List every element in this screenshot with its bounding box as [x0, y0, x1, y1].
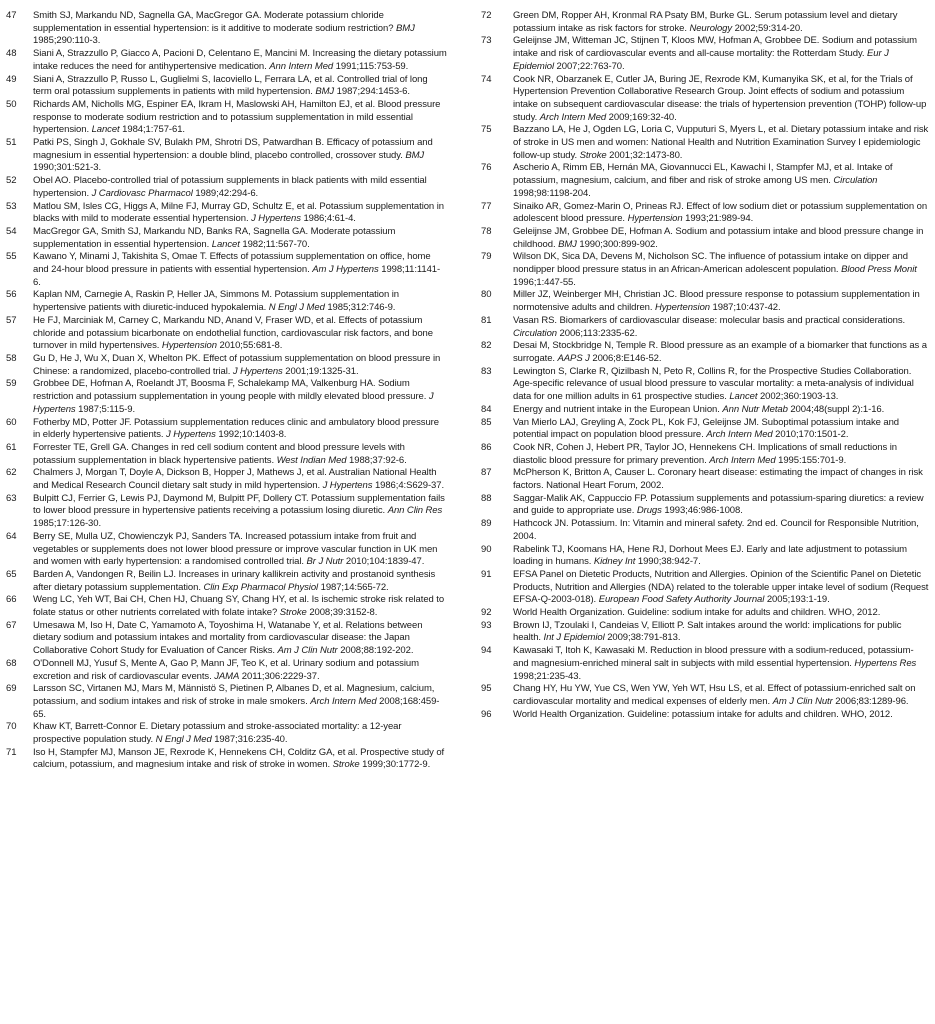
reference-body: World Health Organization. Guideline: sodium intake for adults and children. WHO, 2012.	[513, 607, 881, 619]
reference-text	[33, 721, 447, 746]
reference-citation: 1984;1:757-61.	[119, 124, 185, 136]
reference-citation: 1989;42:294-6.	[192, 187, 259, 199]
reference-text	[33, 99, 447, 137]
reference-text	[513, 493, 929, 518]
reference-journal: J Hypertens	[232, 365, 283, 377]
reference-text	[33, 683, 447, 721]
reference-text	[513, 518, 929, 543]
reference-citation: 1998;98:1198-204.	[513, 187, 591, 199]
reference-number: 49	[6, 73, 17, 85]
reference-text	[33, 620, 447, 658]
reference-entry	[479, 645, 929, 683]
reference-entry	[4, 48, 447, 73]
reference-journal: J Hypertens	[166, 429, 216, 441]
reference-body: Cook NR, Obarzanek E, Cutler JA, Buring JE, Rexrode KM, Kumanyika SK, et al, for the Trials of Hypertension Prevention Collaborative Research Group. Joint effects of sodium and potassium intake on subsequent cardiovascular disease: the trials of hypertension prevention (TOHP) follow-up study.	[513, 73, 927, 123]
reference-journal: Am J Clin Nutr	[277, 645, 338, 657]
reference-journal: Clin Exp Pharmacol Physiol	[203, 581, 319, 593]
reference-body: Hathcock JN. Potassium. In: Vitamin and mineral safety. 2nd ed. Council for Responsible Nutrition, 2004.	[513, 518, 919, 542]
reference-entry	[479, 683, 929, 708]
reference-citation: 1993;21:989-94.	[682, 213, 754, 225]
reference-citation: 2007;22:763-70.	[554, 60, 625, 72]
reference-entry	[4, 569, 447, 594]
reference-entry	[4, 353, 447, 378]
reference-text	[33, 493, 447, 531]
reference-number: 81	[481, 314, 492, 326]
reference-entry	[479, 442, 929, 467]
reference-citation: 1985;17:126-30.	[33, 518, 101, 530]
reference-text	[33, 353, 447, 378]
reference-text	[513, 467, 929, 492]
reference-body: Geleijnse JM, Witteman JC, Stijnen T, Kloos MW, Hofman A, Grobbee DE. Sodium and potassium intake and risk of cardiovascular events and all-cause mortality: the Rotterdam Study.	[513, 35, 917, 60]
reference-text	[513, 340, 929, 365]
reference-text	[33, 74, 447, 99]
reference-entry	[4, 10, 447, 48]
reference-entry	[4, 99, 447, 137]
reference-journal: West Indian Med	[276, 454, 347, 466]
reference-entry	[479, 404, 929, 417]
reference-body: Forrester TE, Grell GA. Changes in red cell sodium content and blood pressure levels with potassium supplementation in black hypertensive patients.	[33, 441, 405, 466]
reference-citation: 2010;170:1501-2.	[772, 429, 849, 441]
reference-text	[33, 442, 447, 467]
reference-text	[33, 251, 447, 289]
reference-citation: 2008;39:3152-8.	[306, 607, 378, 619]
reference-entry	[4, 417, 447, 442]
reference-journal: BMJ	[558, 238, 577, 250]
reference-citation: 2002;59:314-20.	[732, 22, 803, 34]
reference-journal: J Cardiovasc Pharmacol	[91, 187, 193, 199]
reference-body: McPherson K, Britton A, Causer L. Coronary heart disease: estimating the impact of changes in risk factors. National Heart Forum, 2002.	[513, 467, 923, 492]
reference-number: 71	[6, 746, 17, 758]
reference-journal: Lancet	[729, 391, 758, 403]
reference-body: Geleijnse JM, Grobbee DE, Hofman A. Sodium and potassium intake and blood pressure change in childhood.	[513, 225, 924, 250]
reference-body: Khaw KT, Barrett-Connor E. Dietary potassium and stroke-associated mortality: a 12-year prospective population study.	[33, 721, 402, 746]
reference-text	[513, 620, 929, 645]
reference-columns	[4, 10, 929, 772]
reference-citation: 2009;169:32-40.	[606, 111, 677, 123]
reference-citation: 1985;290:110-3.	[33, 35, 101, 47]
reference-body: Grobbee DE, Hofman A, Roelandt JT, Boosma F, Schalekamp MA, Valkenburg HA. Sodium restriction and potassium supplementation in young people with mildly elevated blood pressure.	[33, 378, 429, 403]
reference-body: Desai M, Stockbridge N, Temple R. Blood pressure as an example of a biomarker that functions as a surrogate.	[513, 340, 927, 364]
reference-entry	[4, 620, 447, 658]
reference-text	[513, 10, 929, 35]
reference-body: Larsson SC, Virtanen MJ, Mars M, Männistö S, Pietinen P, Albanes D, et al. Magnesium, calcium, potassium, and sodium intakes and risk of stroke in male smokers.	[33, 683, 435, 707]
reference-citation: 1987;10:437-42.	[710, 302, 781, 314]
reference-entry	[4, 531, 447, 569]
reference-citation: 1990;38:942-7.	[635, 556, 701, 568]
reference-entry	[479, 226, 929, 251]
reference-text	[33, 315, 447, 353]
reference-entry	[4, 493, 447, 531]
reference-citation: 1987;294:1453-6.	[334, 86, 410, 98]
reference-number: 84	[481, 403, 492, 415]
reference-text	[513, 226, 929, 251]
reference-entry	[479, 518, 929, 543]
reference-body: Fotherby MD, Potter JF. Potassium supplementation reduces clinic and ambulatory blood pressure in elderly hypertensive patients.	[33, 416, 439, 441]
reference-entry	[479, 251, 929, 289]
reference-journal: Arch Intern Med	[709, 454, 776, 466]
reference-text	[33, 175, 447, 200]
reference-citation: 2006;83:1289-96.	[832, 695, 909, 707]
reference-body: Bulpitt CJ, Ferrier G, Lewis PJ, Daymond M, Bulpitt PF, Dollery CT. Potassium supplementation fails to lower blood pressure in hypertensive patients receiving a potassium losing diuretic.	[33, 492, 445, 517]
reference-journal: Stroke	[332, 759, 360, 771]
reference-journal: Int J Epidemiol	[543, 632, 605, 644]
reference-number: 55	[6, 251, 17, 263]
reference-journal: Eur J Epidemiol	[513, 48, 889, 72]
reference-text	[513, 366, 929, 404]
reference-body: Barden A, Vandongen R, Beilin LJ. Increases in urinary kallikrein activity and prostanoid synthesis after dietary potassium supplementation.	[33, 568, 436, 593]
reference-text	[33, 747, 447, 772]
reference-number: 96	[481, 708, 492, 720]
reference-body: Wilson DK, Sica DA, Devens M, Nicholson SC. The influence of potassium intake on dipper and nondipper blood pressure status in an African-American adolescent population.	[513, 251, 908, 276]
reference-entry	[479, 201, 929, 226]
reference-journal: Lancet	[91, 124, 120, 136]
reference-number: 82	[481, 340, 492, 352]
reference-text	[33, 417, 447, 442]
reference-body: Siani A, Strazzullo P, Giacco A, Pacioni D, Celentano E, Mancini M. Increasing the dietary potassium intake reduces the need for antihypertensive medication.	[33, 48, 447, 72]
reference-citation: 2002;360:1903-13.	[757, 391, 839, 403]
reference-number: 77	[481, 200, 492, 212]
reference-entry	[4, 594, 447, 619]
reference-entry	[479, 417, 929, 442]
reference-number: 73	[481, 35, 492, 47]
reference-citation: 1998;11:1141-6.	[33, 264, 441, 288]
reference-number: 54	[6, 225, 17, 237]
reference-number: 83	[481, 365, 492, 377]
reference-body: Van Mierlo LAJ, Greyling A, Zock PL, Kok FJ, Geleijnse JM. Suboptimal potassium intake and potential impact on population blood pressure.	[513, 416, 899, 441]
reference-entry	[479, 366, 929, 404]
reference-citation: 1995:155:701-9.	[775, 454, 847, 466]
reference-entry	[4, 175, 447, 200]
reference-body: Siani A, Strazzullo P, Russo L, Guglielmi S, Iacoviello L, Ferrara LA, et al. Controlled trial of long term oral potassium supplements in patients with mild hypertension.	[33, 73, 428, 98]
reference-text	[513, 442, 929, 467]
reference-number: 85	[481, 416, 492, 428]
reference-body: Matlou SM, Isles CG, Higgs A, Milne FJ, Murray GD, Schultz E, et al. Potassium supplementation in blacks with mild to moderate essential hypertension.	[33, 200, 444, 225]
reference-entry	[479, 544, 929, 569]
reference-number: 65	[6, 568, 17, 580]
reference-entry	[479, 620, 929, 645]
reference-number: 53	[6, 200, 17, 212]
reference-citation: 1996;1:447-55.	[513, 276, 576, 288]
reference-text	[513, 544, 929, 569]
reference-citation: 2006;8:E146-52.	[589, 352, 662, 364]
reference-number: 60	[6, 416, 17, 428]
reference-body: Green DM, Ropper AH, Kronmal RA Psaty BM, Burke GL. Serum potassium level and dietary potassium intake as risk factors for stroke.	[513, 10, 898, 34]
reference-text	[33, 226, 447, 251]
reference-entry	[479, 493, 929, 518]
reference-number: 47	[6, 10, 17, 21]
reference-text	[513, 124, 929, 162]
reference-citation: 1987;14:565-72.	[318, 581, 389, 593]
reference-text	[33, 594, 447, 619]
reference-journal: Circulation	[513, 327, 557, 339]
reference-number: 92	[481, 607, 492, 619]
reference-body: Ascherio A, Rimm EB, Hernán MA, Giovannucci EL, Kawachi I, Stampfer MJ, et al. Intake of potassium, magnesium, calcium, and fiber and risk of stroke among US men.	[513, 162, 893, 187]
reference-number: 66	[6, 594, 17, 606]
reference-journal: Arch Intern Med	[310, 695, 377, 707]
reference-entry	[4, 721, 447, 746]
reference-entry	[4, 226, 447, 251]
reference-journal: Am J Hypertens	[312, 264, 379, 276]
reference-citation: 1990;301:521-3.	[33, 162, 101, 174]
reference-citation: 1987;5:115-9.	[75, 403, 136, 415]
reference-citation: 2010;104:1839-47.	[343, 556, 425, 568]
reference-body: Energy and nutrient intake in the European Union.	[513, 403, 723, 415]
reference-entry	[479, 289, 929, 314]
reference-entry	[479, 315, 929, 340]
reference-number: 62	[6, 467, 17, 479]
reference-text	[33, 531, 447, 569]
reference-number: 75	[481, 124, 492, 136]
reference-citation: 1986;4:S629-37.	[372, 480, 445, 492]
reference-number: 74	[481, 73, 492, 85]
reference-journal: J Hypertens	[251, 213, 301, 225]
reference-number: 61	[6, 441, 17, 453]
reference-number: 79	[481, 251, 492, 263]
reference-text	[513, 417, 929, 442]
reference-journal: Circulation	[833, 175, 878, 187]
reference-entry	[479, 74, 929, 125]
reference-citation: 2011;306:2229-37.	[239, 670, 320, 682]
reference-journal: Stroke	[279, 607, 307, 619]
reference-number: 64	[6, 530, 17, 542]
reference-text	[513, 201, 929, 226]
reference-number: 57	[6, 314, 17, 326]
reference-journal: J Hypertens	[322, 480, 373, 492]
reference-entry	[4, 137, 447, 175]
reference-text	[33, 10, 447, 48]
reference-body: Weng LC, Yeh WT, Bai CH, Chen HJ, Chuang SY, Chang HY, et al. Is ischemic stroke risk related to folate status or other nutrients correlated with folate intake?	[33, 594, 445, 619]
reference-text	[33, 467, 447, 492]
reference-entry	[4, 201, 447, 226]
reference-body: He FJ, Marciniak M, Carney C, Markandu ND, Anand V, Fraser WD, et al. Effects of potassium chloride and potassium bicarbonate on endothelial function, cardiovascular risk factors, and bone turnover in mild hypertensives.	[33, 314, 433, 352]
reference-body: Patki PS, Singh J, Gokhale SV, Bulakh PM, Shrotri DS, Patwardhan B. Efficacy of potassium and magnesium in essential hypertension: a double blind, placebo controlled, crossover study.	[33, 137, 433, 161]
reference-citation: 1987;316:235-40.	[211, 734, 288, 746]
reference-body: Miller JZ, Weinberger MH, Christian JC. Blood pressure response to potassium supplementation in normotensive adults and children.	[513, 289, 920, 314]
reference-text	[33, 289, 447, 314]
reference-journal: Arch Intern Med	[539, 111, 607, 123]
reference-number: 68	[6, 657, 17, 669]
reference-journal: European Food Safety Authority Journal	[598, 594, 765, 606]
reference-text	[33, 201, 447, 226]
reference-body: Kaplan NM, Carnegie A, Raskin P, Heller JA, Simmons M. Potassium supplementation in hypertensive patients with diuretic-induced hypokalemia.	[33, 289, 399, 314]
reference-entry	[479, 10, 929, 35]
reference-number: 91	[481, 568, 492, 580]
reference-journal: BMJ	[395, 22, 415, 34]
reference-body: Brown IJ, Tzoulaki I, Candeias V, Elliott P. Salt intakes around the world: implications for public health.	[513, 619, 902, 644]
reference-journal: Drugs	[636, 505, 662, 517]
reference-entry	[479, 467, 929, 492]
reference-citation: 1993;46:986-1008.	[661, 505, 743, 517]
reference-body: Cook NR, Cohen J, Hebert PR, Taylor JO, Hennekens CH. Implications of small reductions in diastolic blood pressure for primary prevention.	[513, 441, 897, 466]
reference-journal: Hypertension	[654, 302, 710, 314]
reference-body: Rabelink TJ, Koomans HA, Hene RJ, Dorhout Mees EJ. Early and late adjustment to potassium loading in humans.	[513, 543, 908, 568]
reference-body: Sinaiko AR, Gomez-Marin O, Prineas RJ. Effect of low sodium diet or potassium supplementation on adolescent blood pressure.	[513, 200, 928, 225]
reference-text	[513, 683, 929, 708]
reference-journal: AAPS J	[557, 352, 590, 364]
reference-journal: N Engl J Med	[155, 734, 212, 746]
reference-citation: 2008;168:459-65.	[33, 695, 440, 720]
reference-body: MacGregor GA, Smith SJ, Markandu ND, Banks RA, Sagnella GA. Moderate potassium supplementation in essential hypertension.	[33, 225, 396, 250]
reference-journal: BMJ	[405, 149, 425, 161]
reference-journal: Am J Clin Nutr	[772, 695, 833, 707]
reference-journal: Ann Nutr Metab	[722, 403, 788, 415]
reference-body: World Health Organization. Guideline: potassium intake for adults and children. WHO, 2012.	[513, 708, 893, 720]
reference-text	[33, 48, 447, 73]
reference-body: Obel AO. Placebo-controlled trial of potassium supplements in black patients with mild essential hypertension.	[33, 175, 427, 199]
reference-column-right	[479, 10, 929, 772]
reference-text	[513, 315, 929, 340]
reference-text	[513, 74, 929, 125]
reference-number: 78	[481, 225, 492, 237]
reference-number: 67	[6, 619, 17, 631]
reference-entry	[4, 442, 447, 467]
reference-body: Vasan RS. Biomarkers of cardiovascular disease: molecular basis and practical considerations.	[513, 314, 906, 326]
reference-number: 70	[6, 721, 17, 733]
reference-text	[513, 569, 929, 607]
reference-number: 48	[6, 48, 17, 60]
reference-citation: 1999;30:1772-9.	[359, 759, 431, 771]
reference-citation: 2008;88:192-202.	[337, 645, 414, 657]
reference-number: 89	[481, 518, 492, 530]
reference-column-left	[4, 10, 447, 772]
reference-entry	[479, 709, 929, 722]
reference-body: O'Donnell MJ, Yusuf S, Mente A, Gao P, Mann JF, Teo K, et al. Urinary sodium and potassium excretion and risk of cardiovascular events.	[33, 657, 419, 682]
reference-number: 56	[6, 289, 17, 301]
reference-citation: 1990;300:899-902.	[576, 238, 658, 250]
reference-text	[513, 709, 929, 722]
reference-entry	[479, 162, 929, 200]
reference-journal: Lancet	[211, 238, 240, 250]
reference-citation: 2004;48(suppl 2):1-16.	[787, 403, 885, 415]
reference-number: 87	[481, 467, 492, 479]
reference-entry	[479, 607, 929, 620]
reference-body: Berry SE, Mulla UZ, Chowienczyk PJ, Sanders TA. Increased potassium intake from fruit and vegetables or supplements does not lower blood pressure or improve vascular function in UK men and women with early hypertension: a randomised controlled trial.	[33, 530, 438, 568]
reference-citation: 2005;193:1-19.	[764, 594, 830, 606]
reference-entry	[4, 378, 447, 416]
reference-journal: JAMA	[214, 670, 240, 682]
reference-journal: Stroke	[579, 149, 607, 161]
reference-citation: 1985;312:746-9.	[324, 302, 396, 314]
reference-number: 51	[6, 137, 17, 149]
reference-number: 90	[481, 543, 492, 555]
reference-entry	[4, 467, 447, 492]
reference-text	[33, 569, 447, 594]
reference-body: Richards AM, Nicholls MG, Espiner EA, Ikram H, Maslowski AH, Hamilton EJ, et al. Blood pressure response to moderate sodium restriction and to potassium supplementation in mild essential hypertension.	[33, 98, 441, 136]
reference-number: 69	[6, 683, 17, 695]
reference-body: EFSA Panel on Dietetic Products, Nutrition and Allergies. Opinion of the Scientific Panel on Dietetic Products, Nutrition and Allergies (NDA) related to the tolerable upper intake level of sodium (Request EFSA-Q-2003-018).	[513, 568, 929, 606]
reference-entry	[4, 74, 447, 99]
reference-text	[513, 404, 929, 417]
reference-number: 76	[481, 162, 492, 174]
reference-citation: 2001;19:1325-31.	[282, 365, 359, 377]
reference-citation: 1991;115:753-59.	[333, 60, 409, 72]
reference-entry	[479, 340, 929, 365]
reference-journal: Kidney Int	[593, 556, 636, 568]
reference-number: 95	[481, 683, 492, 695]
reference-body: Chang HY, Hu YW, Yue CS, Wen YW, Yeh WT, Hsu LS, et al. Effect of potassium-enriched salt on cardiovascular mortality and medical expenses of elderly men.	[513, 683, 916, 707]
reference-text	[513, 251, 929, 289]
reference-body: Bazzano LA, He J, Ogden LG, Loria C, Vupputuri S, Myers L, et al. Dietary potassium intake and risk of stroke in US men and women: National Health and Nutrition Examination Survey I epidemiologic follow-up study.	[513, 124, 929, 161]
reference-body: Iso H, Stampfer MJ, Manson JE, Rexrode K, Hennekens CH, Colditz GA, et al. Prospective study of calcium, potassium, and magnesium intake and risk of stroke in women.	[33, 746, 445, 771]
reference-text	[33, 137, 447, 175]
reference-citation: 1998;21:235-43.	[513, 670, 581, 682]
reference-number: 93	[481, 619, 492, 631]
reference-number: 94	[481, 645, 492, 657]
reference-entry	[479, 569, 929, 607]
reference-journal: Ann Clin Res	[387, 505, 443, 517]
reference-number: 50	[6, 98, 17, 110]
reference-journal: Hypertension	[161, 340, 217, 352]
reference-body: Kawano Y, Minami J, Takishita S, Omae T. Effects of potassium supplementation on office, home and 24-hour blood pressure in patients with essential hypertension.	[33, 251, 431, 276]
reference-body: Lewington S, Clarke R, Qizilbash N, Peto R, Collins R, for the Prospective Studies Collaboration. Age-specific relevance of usual blood pressure to vascular mortality: a meta-analysis of individual data for one million adults in 61 prospective studies.	[513, 365, 914, 403]
reference-journal: BMJ	[315, 86, 335, 98]
reference-text	[33, 658, 447, 683]
reference-text	[33, 378, 447, 416]
reference-number: 86	[481, 441, 492, 453]
reference-entry	[4, 747, 447, 772]
reference-body: Chalmers J, Morgan T, Doyle A, Dickson B, Hopper J, Mathews J, et al. Australian National Health and Medical Research Council dietary salt study in mild hypertension.	[33, 467, 437, 492]
reference-entry	[4, 251, 447, 289]
reference-citation: 2009;38:791-813.	[604, 632, 681, 644]
reference-body: Kawasaki T, Itoh K, Kawasaki M. Reduction in blood pressure with a sodium-reduced, potassium- and magnesium-enriched mineral salt in subjects with mild essential hypertension.	[513, 645, 914, 669]
reference-text	[513, 607, 929, 620]
reference-citation: 1988;37:92-6.	[346, 454, 407, 466]
reference-journal: N Engl J Med	[268, 302, 325, 314]
reference-text	[513, 35, 929, 73]
reference-journal: Neurology	[689, 22, 733, 34]
reference-citation: 2010;55:681-8.	[216, 340, 283, 352]
reference-journal: Blood Press Monit	[841, 264, 917, 276]
reference-entry	[4, 315, 447, 353]
reference-citation: 2001;32:1473-80.	[606, 149, 683, 161]
reference-journal: Hypertens Res	[854, 657, 917, 669]
reference-entry	[4, 658, 447, 683]
reference-journal: Hypertension	[627, 213, 683, 225]
reference-text	[513, 645, 929, 683]
reference-entry	[4, 289, 447, 314]
reference-number: 63	[6, 492, 17, 504]
reference-number: 80	[481, 289, 492, 301]
reference-journal: Arch Intern Med	[706, 429, 773, 441]
reference-journal: Br J Nutr	[306, 556, 344, 568]
reference-number: 59	[6, 378, 17, 390]
reference-citation: 1992;10:1403-8.	[215, 429, 287, 441]
reference-entry	[479, 124, 929, 162]
reference-entry	[4, 683, 447, 721]
reference-journal: J Hypertens	[33, 391, 434, 415]
reference-text	[513, 162, 929, 200]
reference-number: 88	[481, 492, 492, 504]
reference-number: 58	[6, 352, 17, 364]
reference-body: Saggar-Malik AK, Cappuccio FP. Potassium supplements and potassium-sparing diuretics: a review and guide to appropriate use.	[513, 492, 924, 517]
reference-citation: 1986;4:61-4.	[300, 213, 356, 225]
reference-entry	[479, 35, 929, 73]
reference-number: 52	[6, 175, 17, 187]
reference-body: Gu D, He J, Wu X, Duan X, Whelton PK. Effect of potassium supplementation on blood pressure in Chinese: a randomized, placebo-controlled trial.	[33, 352, 441, 377]
reference-journal: Ann Intern Med	[269, 60, 334, 72]
reference-citation: 2006;113:2335-62.	[557, 327, 638, 339]
reference-text	[513, 289, 929, 314]
reference-number: 72	[481, 10, 492, 21]
reference-citation: 1982;11:567-70.	[239, 238, 310, 250]
reference-body: Umesawa M, Iso H, Date C, Yamamoto A, Toyoshima H, Watanabe Y, et al. Relations between dietary sodium and potassium intakes and mortality from cardiovascular disease: the Japan Collaborative Cohort Study for Evaluation of Cancer Risks.	[33, 619, 423, 657]
reference-body: Smith SJ, Markandu ND, Sagnella GA, MacGregor GA. Moderate potassium chloride supplementation in essential hypertension: is it additive to moderate sodium restriction?	[33, 10, 396, 34]
